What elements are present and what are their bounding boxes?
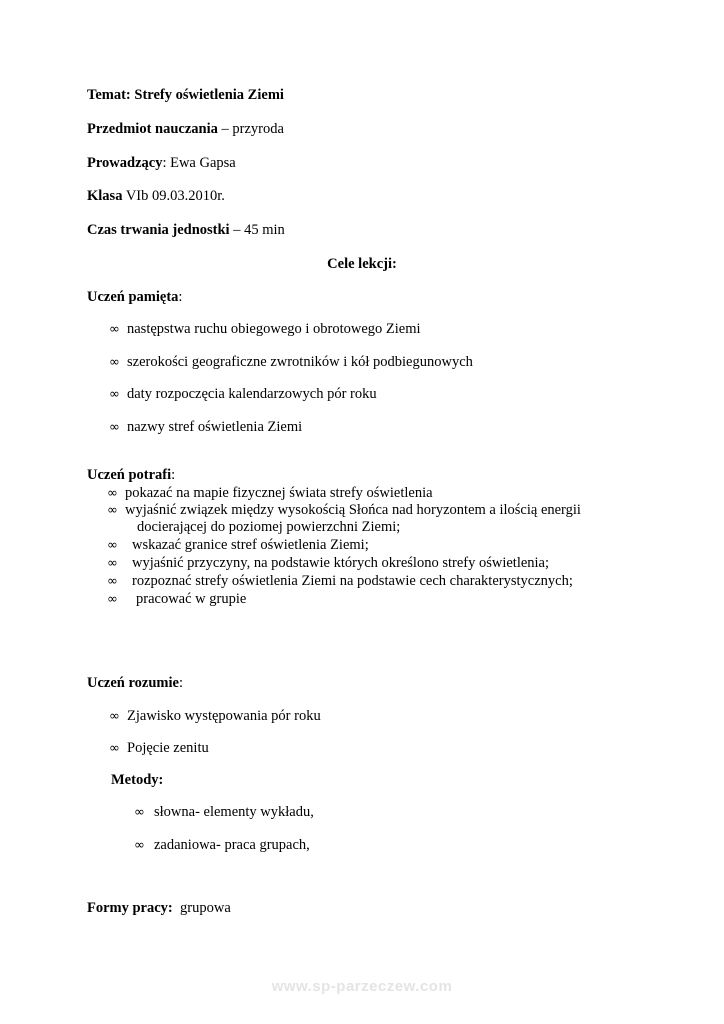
can-do-heading: Uczeń potrafi: [87, 467, 176, 483]
duration-label: Czas trwania jednostki [87, 222, 230, 238]
duration-line [87, 222, 285, 239]
teacher-line [87, 155, 236, 172]
teacher-value: : Ewa Gapsa [162, 155, 236, 171]
understands-heading: Uczeń rozumie: [87, 675, 183, 691]
infinity-bullet-icon: ∞ [107, 503, 118, 518]
infinity-bullet-icon: ∞ [109, 355, 120, 370]
infinity-bullet-icon: ∞ [107, 574, 118, 589]
site-watermark: www.sp-parzeczew.com [271, 978, 453, 995]
class-line [87, 188, 225, 205]
infinity-bullet-icon: ∞ [107, 538, 118, 553]
methods-heading: Metody: [111, 772, 164, 788]
list-item: ∞ wyjaśnić przyczyny, na podstawie których określono strefy oświetlenia; [107, 555, 550, 571]
lesson-topic [87, 87, 284, 104]
list-item: ∞ zadaniowa- praca grupach, [134, 837, 310, 853]
subject-value: – przyroda [217, 121, 284, 137]
topic-label: Temat: Strefy oświetlenia Ziemi [87, 87, 284, 103]
infinity-bullet-icon: ∞ [109, 322, 120, 337]
list-item: ∞ Zjawisko występowania pór roku [109, 708, 321, 724]
list-item: ∞ daty rozpoczęcia kalendarzowych pór roku [109, 386, 377, 402]
subject-label: Przedmiot nauczania [87, 121, 218, 137]
infinity-bullet-icon: ∞ [109, 420, 120, 435]
remembers-label: Uczeń pamięta [87, 289, 179, 305]
class-value: VIb 09.03.2010r. [122, 188, 225, 204]
teacher-label: Prowadzący [87, 155, 163, 171]
list-item: ∞ wskazać granice stref oświetlenia Ziemi; [107, 537, 369, 553]
infinity-bullet-icon: ∞ [107, 592, 118, 607]
list-item: ∞ rozpoznać strefy oświetlenia Ziemi na podstawie cech charakterystycznych; [107, 573, 573, 589]
work-forms-value: grupowa [172, 900, 231, 916]
lesson-goals-title: Cele lekcji: [327, 256, 397, 272]
list-item: ∞ pracować w grupie [107, 591, 247, 607]
work-forms-line [87, 900, 231, 917]
infinity-bullet-icon: ∞ [109, 387, 120, 402]
infinity-bullet-icon: ∞ [107, 556, 118, 571]
list-item: ∞ wyjaśnić związek między wysokością Słońca nad horyzontem a ilością energii [107, 502, 581, 518]
list-item: ∞ nazwy stref oświetlenia Ziemi [109, 419, 303, 435]
list-item: ∞ szerokości geograficzne zwrotników i kół podbiegunowych [109, 354, 473, 370]
work-forms-label: Formy pracy: [87, 900, 173, 916]
infinity-bullet-icon: ∞ [109, 741, 120, 756]
can-do-label: Uczeń potrafi [87, 467, 172, 483]
infinity-bullet-icon: ∞ [109, 709, 120, 724]
infinity-bullet-icon: ∞ [134, 805, 145, 820]
list-item: ∞ słowna- elementy wykładu, [134, 804, 314, 820]
duration-value: – 45 min [229, 222, 285, 238]
remembers-heading: Uczeń pamięta: [87, 289, 183, 305]
list-item: ∞ pokazać na mapie fizycznej świata strefy oświetlenia [107, 485, 433, 501]
infinity-bullet-icon: ∞ [134, 838, 145, 853]
list-item: ∞ następstwa ruchu obiegowego i obrotowego Ziemi [109, 321, 421, 337]
list-item: ∞ Pojęcie zenitu [109, 740, 209, 756]
class-label: Klasa [87, 188, 123, 204]
understands-label: Uczeń rozumie [87, 675, 179, 691]
list-item-continuation: docierającej do poziomej powierzchni Ziemi; [137, 519, 401, 535]
infinity-bullet-icon: ∞ [107, 486, 118, 501]
subject-line [87, 121, 284, 138]
